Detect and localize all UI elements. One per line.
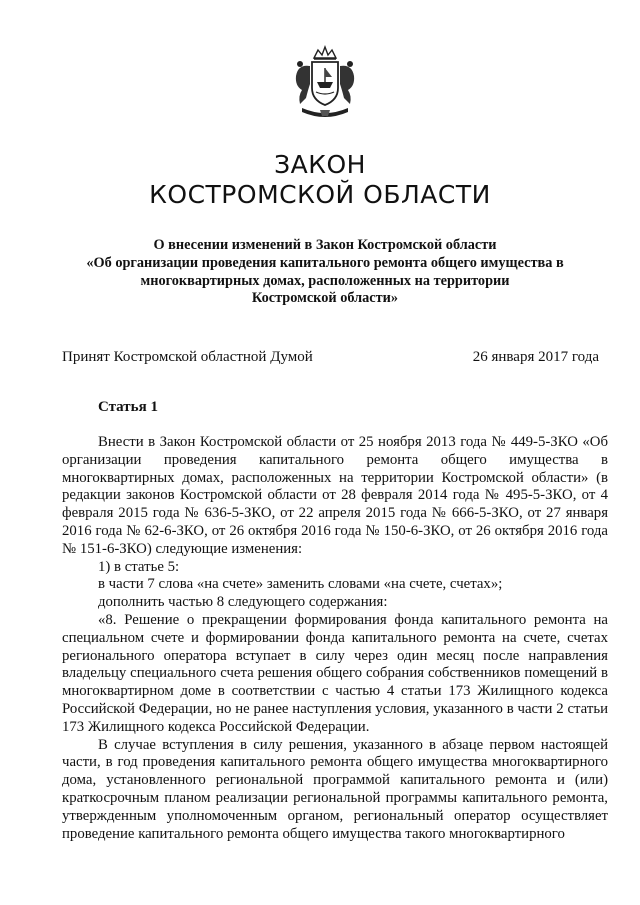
- paragraph: дополнить частью 8 следующего содержания:: [98, 594, 388, 611]
- coat-of-arms-emblem: [290, 44, 360, 124]
- heading-line: «Об организации проведения капитального ремонта общего имущества в: [86, 254, 564, 271]
- document-title-line1: ЗАКОН: [274, 150, 366, 179]
- paragraph: В случае вступления в силу решения, указанного в абзаце первом настоящей части, в год проведения капитального ремонта общего имущества многоквартирного дома, установленного региональной программой капитального ремонта и (или) краткосрочным планом реализации региональной программы капитального ремонта, утвержденным уполномоченным органом, региональный оператор осуществляет проведение капитального ремонта общего имущества такого многоквартирного: [62, 736, 608, 842]
- paragraph: в части 7 слова «на счете» заменить словами «на счете, счетах»;: [98, 576, 503, 593]
- heading-line: многоквартирных домах, расположенных на территории: [140, 272, 510, 289]
- article-body: [62, 434, 608, 843]
- article-title: Статья 1: [98, 399, 158, 415]
- document-title-line2: КОСТРОМСКОЙ ОБЛАСТИ: [149, 180, 491, 209]
- heading-line: О внесении изменений в Закон Костромской области: [153, 237, 497, 253]
- law-heading: [70, 237, 580, 308]
- adopted-by: Принят Костромской областной Думой: [62, 349, 313, 365]
- paragraph: «8. Решение о прекращении формирования фонда капитального ремонта на специальном счете и формировании фонда капитального ремонта на счете, счетах регионального оператора вступает в силу через один месяц после направления владельцу специального счета решения общего собрания собственников помещений в многоквартирном доме в соответствии с частью 4 статьи 173 Жилищного кодекса Российской Федерации, но не ранее наступления условия, указанного в части 2 статьи 173 Жилищного кодекса Российской Федерации.: [62, 611, 608, 735]
- adopted-date: 26 января 2017 года: [472, 349, 599, 365]
- heading-line: Костромской области»: [251, 290, 399, 307]
- paragraph: 1) в статье 5:: [98, 558, 180, 575]
- paragraph: Внести в Закон Костромской области от 25 ноября 2013 года № 449-5-ЗКО «Об организации проведения капитального ремонта общего имущества в многоквартирных домах, расположенных на территории Костромской области» (в редакции законов Костромской области от 28 февраля 2014 года № 495-5-ЗКО, от 4 февраля 2015 года № 636-5-ЗКО, от 22 апреля 2015 года № 666-5-ЗКО, от 27 января 2016 года № 62-6-ЗКО, от 26 октября 2016 года № 150-6-ЗКО, от 26 октября 2016 года № 151-6-ЗКО) следующие изменения:: [62, 434, 608, 557]
